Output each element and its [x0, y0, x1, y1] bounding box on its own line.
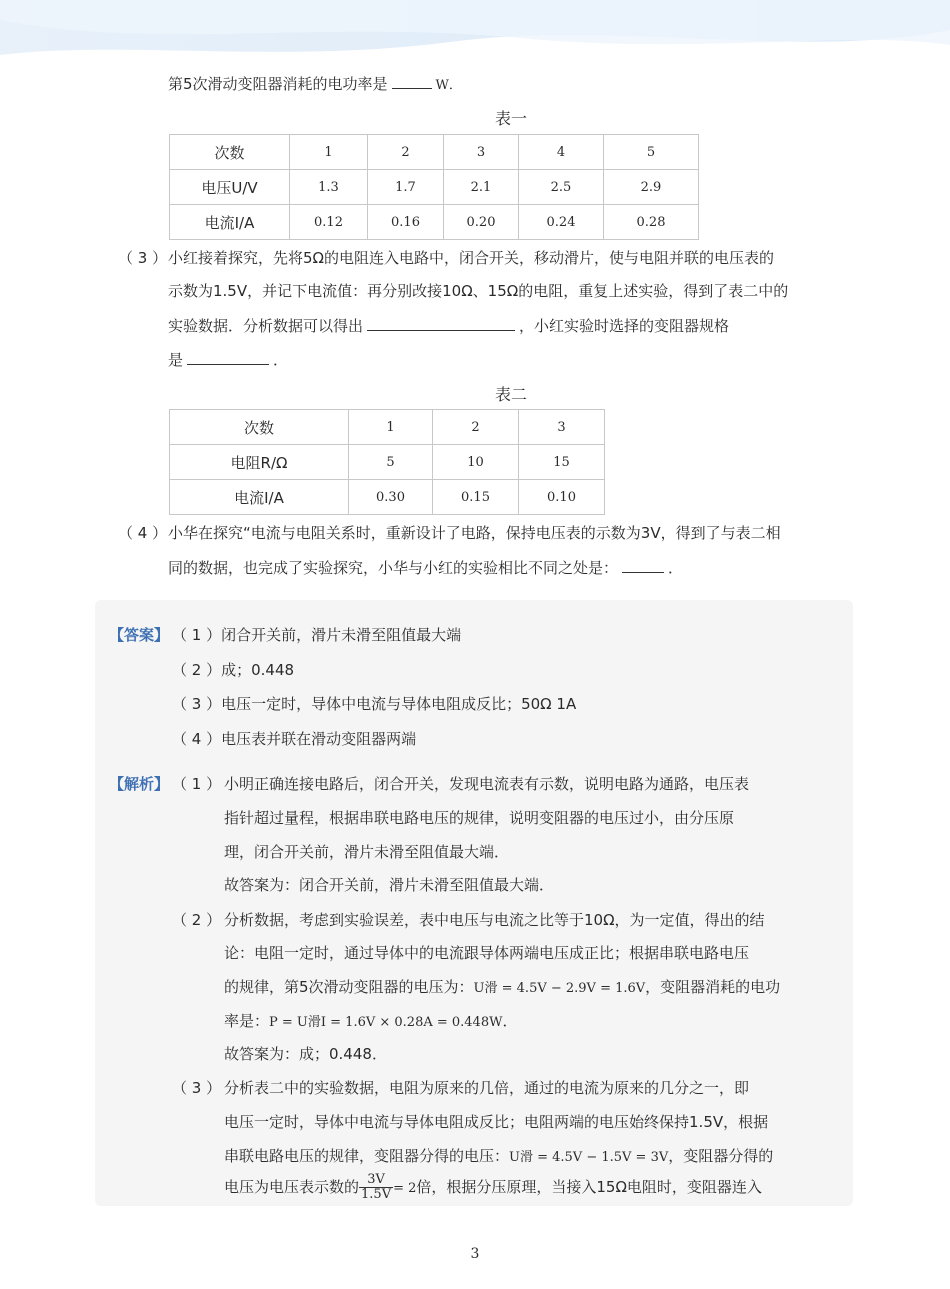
table-cell: 0.24 [519, 205, 604, 240]
analysis-1-line: 理，闭合开关前，滑片未滑至阻值最大端． [224, 843, 510, 861]
table-row [170, 205, 699, 240]
page-number: 3 [470, 1246, 480, 1262]
table-cell: 电压U/V [170, 170, 290, 205]
table-cell: 5 [349, 445, 433, 480]
table-cell: 1.3 [290, 170, 368, 205]
fraction [359, 1173, 393, 1202]
analysis-3-text: 倍，根据分压原理，当接入15Ω电阻时，变阻器连入 [416, 1178, 762, 1196]
table-header-cell: 次数 [170, 410, 349, 445]
table-cell: 2.9 [604, 170, 699, 205]
q3-line-4 [168, 349, 288, 370]
analysis-2-text: ． [502, 1012, 518, 1030]
answer-item-3 [172, 694, 576, 714]
answer-blank [392, 73, 432, 89]
table-header-cell: 1 [349, 410, 433, 445]
q4-number: （ 4 ） [118, 524, 168, 542]
fraction-denominator: 1.5V [361, 1187, 392, 1202]
analysis-3-text: 电压为电压表示数的 [224, 1178, 360, 1196]
answer-item-text: 电压表并联在滑动变阻器两端 [221, 730, 417, 748]
analysis-2-line [224, 1011, 517, 1033]
table-cell: 0.12 [290, 205, 368, 240]
table-header-cell: 2 [433, 410, 519, 445]
answer-item-1 [172, 625, 461, 645]
table2-title: 表二 [494, 385, 527, 404]
fraction-numerator: 3V [359, 1173, 393, 1188]
answer-item-2 [172, 660, 294, 680]
intro-unit: W． [435, 78, 462, 93]
analysis-3-text: 串联电路电压的规律，变阻器分得的电压： [224, 1147, 510, 1165]
table-row [170, 135, 699, 170]
table-cell: 0.30 [349, 480, 433, 515]
analysis-1-line: 小明正确连接电路后，闭合开关，发现电流表有示数，说明电路为通路，电压表 [224, 775, 750, 793]
table-header-cell: 4 [519, 135, 604, 170]
table-cell: 2.1 [444, 170, 519, 205]
formula: P = U滑I = 1.6V × 0.28A = 0.448W [269, 1015, 503, 1030]
answer-item-text: 成；0.448 [221, 661, 295, 679]
formula: = 2 [393, 1181, 417, 1196]
table-row [170, 445, 605, 480]
table-cell: 10 [433, 445, 519, 480]
table2 [169, 409, 605, 515]
answer-blank [187, 349, 269, 365]
intro-question-line [168, 73, 462, 96]
analysis-tag: 【解析】 [109, 775, 170, 793]
answer-item-number: （ 2 ） [172, 661, 222, 679]
table-cell: 2.5 [519, 170, 604, 205]
answer-item-4 [172, 729, 416, 749]
analysis-2-line: 故答案为：成；0.448． [224, 1045, 387, 1063]
table-header-cell: 3 [444, 135, 519, 170]
table-cell: 15 [519, 445, 605, 480]
q4-line-2 [168, 557, 683, 578]
answer-item-number: （ 1 ） [172, 626, 222, 644]
table-cell: 0.28 [604, 205, 699, 240]
table-cell: 1.7 [368, 170, 444, 205]
analysis-1-line: 指针超过量程，根据串联电路电压的规律，说明变阻器的电压过小，由分压原 [224, 809, 735, 827]
analysis-2-line: 分析数据，考虑到实验误差，表中电压与电流之比等于10Ω，为一定值，得出的结 [224, 911, 765, 929]
answer-blank [622, 557, 664, 573]
analysis-2-text: 的规律，第5次滑动变阻器的电压为： [224, 978, 474, 996]
table-header-cell: 1 [290, 135, 368, 170]
answer-blank [367, 315, 515, 331]
q4-line-2-end: ． [668, 559, 684, 577]
formula: U滑 = 4.5V − 1.5V = 3V [509, 1150, 669, 1165]
table-cell: 0.16 [368, 205, 444, 240]
table-cell: 电阻R/Ω [170, 445, 349, 480]
table-cell: 0.15 [433, 480, 519, 515]
q3-line-3-text: 实验数据．分析数据可以得出 [168, 317, 364, 335]
analysis-1-number: （ 1 ） [172, 775, 222, 793]
table-row [170, 170, 699, 205]
q4-line-1: 小华在探究“电流与电阻关系时，重新设计了电路，保持电压表的示数为3V，得到了与表二相 [168, 524, 781, 542]
table1 [169, 134, 699, 240]
analysis-1-line: 故答案为：闭合开关前，滑片未滑至阻值最大端． [224, 876, 555, 894]
intro-text: 第5次滑动变阻器消耗的电功率是 [168, 75, 388, 93]
q3-line-2: 示数为1.5V，并记下电流值：再分别改接10Ω、15Ω的电阻，重复上述实验，得到了表二中的 [168, 282, 789, 300]
analysis-2-text: 率是： [224, 1012, 270, 1030]
analysis-3-line [224, 1146, 773, 1168]
table-cell: 0.20 [444, 205, 519, 240]
analysis-2-text: ，变阻器消耗的电功 [645, 978, 781, 996]
table-header-cell: 5 [604, 135, 699, 170]
answer-item-text: 闭合开关前，滑片未滑至阻值最大端 [221, 626, 462, 644]
q3-line-4-end: ． [273, 351, 289, 369]
analysis-3-number: （ 3 ） [172, 1079, 222, 1097]
analysis-3-line [224, 1172, 762, 1204]
q3-line-3 [168, 315, 729, 336]
table-cell: 电流I/A [170, 480, 349, 515]
analysis-2-line: 论：电阻一定时，通过导体中的电流跟导体两端电压成正比；根据串联电路电压 [224, 944, 750, 962]
q3-line-1: 小红接着探究，先将5Ω的电阻连入电路中，闭合开关，移动滑片，使与电阻并联的电压表的 [168, 249, 775, 267]
analysis-3-line: 分析表二中的实验数据，电阻为原来的几倍，通过的电流为原来的几分之一，即 [224, 1079, 750, 1097]
analysis-2-line [224, 977, 780, 999]
table-header-cell: 3 [519, 410, 605, 445]
table-header-cell: 次数 [170, 135, 290, 170]
q4-line-2-text: 同的数据，也完成了实验探究，小华与小红的实验相比不同之处是： [168, 559, 619, 577]
formula: U滑 = 4.5V − 2.9V = 1.6V [473, 981, 646, 996]
q3-number: （ 3 ） [118, 249, 168, 267]
answer-tag: 【答案】 [109, 626, 170, 644]
table-header-cell: 2 [368, 135, 444, 170]
header-wave-decoration [0, 0, 950, 66]
analysis-3-text: ，变阻器分得的 [668, 1147, 774, 1165]
answer-item-text: 电压一定时，导体中电流与导体电阻成反比；50Ω 1A [221, 695, 577, 713]
table-row [170, 410, 605, 445]
q3-line-4-text: 是 [168, 351, 184, 369]
answer-item-number: （ 3 ） [172, 695, 222, 713]
analysis-3-line: 电压一定时，导体中电流与导体电阻成反比；电阻两端的电压始终保持1.5V，根据 [224, 1113, 769, 1131]
table-cell: 电流I/A [170, 205, 290, 240]
answer-item-number: （ 4 ） [172, 730, 222, 748]
table1-title: 表一 [494, 109, 527, 128]
table-cell: 0.10 [519, 480, 605, 515]
analysis-2-number: （ 2 ） [172, 911, 222, 929]
q3-line-3-text-after: ，小红实验时选择的变阻器规格 [519, 317, 730, 335]
table-row [170, 480, 605, 515]
